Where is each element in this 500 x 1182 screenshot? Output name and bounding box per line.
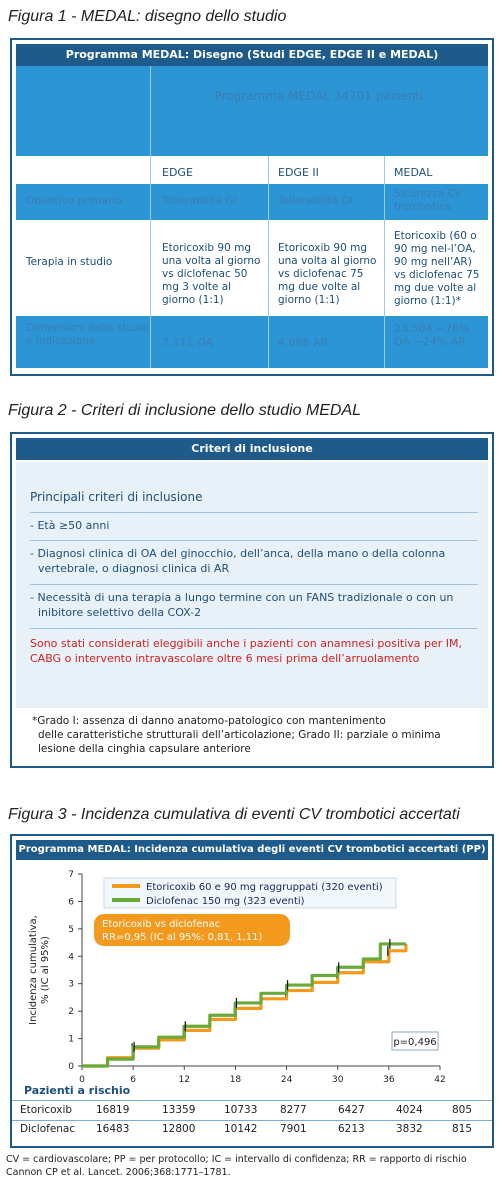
chart-citation: Cannon CP et al. Lancet. 2006;368:1771–1781.: [6, 1167, 231, 1178]
y-tick-label: 6: [68, 897, 74, 908]
incidence-chart: [12, 862, 492, 1088]
legend-label: Diclofenac 150 mg (323 eventi): [146, 896, 305, 907]
row-label: Obiettivo primario: [16, 184, 150, 220]
figure-2-box: [10, 432, 494, 768]
row-label: Dimensioni dello studio e indicazione: [16, 316, 150, 368]
risk-value: 7901: [280, 1123, 307, 1135]
risk-row-label: Etoricoxib: [20, 1104, 73, 1116]
eligibility-note: Sono stati considerati eleggibili anche i pazienti con anamnesi positiva per IM,: [30, 637, 462, 650]
risk-value: 16483: [96, 1123, 130, 1135]
rr-annotation-text: Etoricoxib vs diclofenac: [102, 919, 221, 930]
risk-value: 4024: [396, 1104, 423, 1116]
chart-header: Programma MEDAL: Incidenza cumulativa degli eventi CV trombotici accertati (PP): [16, 840, 488, 860]
p-value: p=0,496: [393, 1037, 437, 1048]
risk-value: 805: [452, 1104, 473, 1116]
criteria-heading: Principali criteri di inclusione: [30, 490, 203, 504]
table-header: Programma MEDAL: Disegno (Studi EDGE, EDGE II e MEDAL): [16, 44, 488, 66]
table-row: Obiettivo primario Tollerabilità GI Tollerabilità GI Sicurezza CV trombotica: [16, 184, 488, 220]
risk-value: 8277: [280, 1104, 307, 1116]
study-medal: MEDAL: [384, 156, 488, 184]
x-tick-label: 12: [178, 1075, 191, 1085]
footnote: lesione della cinghia capsulare anteriore: [38, 743, 251, 755]
risk-value: 12800: [162, 1123, 196, 1135]
risk-value: 13359: [162, 1104, 196, 1116]
risk-value: 16819: [96, 1104, 130, 1116]
table-row: Dimensioni dello studio e indicazione 7.111 OA 4.086 AR 23.504 ~76% OA ~24% AR: [16, 316, 488, 368]
footnote: delle caratteristiche strutturali dell’articolazione; Grado II: parziale o minima: [38, 729, 441, 741]
y-tick-label: 4: [68, 952, 74, 963]
risk-row-etoricoxib: [12, 1102, 496, 1120]
criterion-therapy: - Necessità di una terapia a lungo termine con un FANS tradizionale o con un: [30, 591, 454, 604]
y-tick-label: 2: [68, 1007, 74, 1018]
divider: [384, 156, 385, 368]
divider: [268, 156, 269, 368]
x-tick-label: 18: [229, 1075, 242, 1085]
box-header: Criteri di inclusione: [16, 438, 488, 460]
risk-value: 6213: [338, 1123, 365, 1135]
y-tick-label: 5: [68, 924, 74, 935]
divider: [150, 66, 151, 368]
risk-value: 3832: [396, 1123, 423, 1135]
criterion-diagnosis: - Diagnosi clinica di OA del ginocchio, dell’anca, della mano o della colonna: [30, 547, 446, 560]
figure-2-caption: Figura 2 - Criteri di inclusione dello studio MEDAL: [8, 402, 362, 419]
x-tick-label: 36: [383, 1075, 395, 1085]
footnote: *Grado I: assenza di danno anatomo-patologico con mantenimento: [32, 715, 386, 727]
eligibility-note-cont: CABG o intervento intravascolare oltre 6 mesi prima dell’arruolamento: [30, 652, 420, 665]
chart-footnote: CV = cardiovascolare; PP = per protocollo; IC = intervallo di confidenza; RR = rapporto di rischio: [6, 1154, 467, 1165]
y-axis-label: Incidenza cumulativa,% (IC al 95%): [28, 915, 51, 1025]
risk-row-diclofenac: [12, 1121, 496, 1139]
x-tick-label: 0: [79, 1075, 85, 1085]
series-layer: [82, 939, 406, 1066]
x-tick-label: 30: [331, 1075, 344, 1085]
criterion-therapy-cont: inibitore selettivo della COX-2: [38, 606, 202, 619]
risk-value: 10733: [224, 1104, 258, 1116]
risk-title: Pazienti a rischio: [24, 1084, 131, 1097]
empty-cell: [16, 66, 150, 156]
risk-value: 815: [452, 1123, 473, 1135]
figure-1-caption: Figura 1 - MEDAL: disegno dello studio: [8, 8, 287, 25]
x-tick-label: 42: [434, 1075, 446, 1085]
x-tick-label: 6: [130, 1075, 137, 1085]
table-row: Terapia in studio Etoricoxib 90 mg una volta al giorno vs diclofenac 50 mg 3 volte al giorno (1:1) Etoricoxib 90 mg una volta al giorno vs diclofenac 75 mg due volte al giorno (1:1) Etoricoxib (60 o 90 mg nel-l’OA, 90 mg nell’AR) vs diclofenac 75 mg due volte al giorno (1:1)*: [16, 220, 488, 316]
risk-value: 10142: [224, 1123, 258, 1135]
table-row: [16, 156, 488, 184]
y-tick-label: 7: [68, 870, 74, 880]
y-tick-label: 1: [68, 1034, 74, 1045]
criterion-age: - Età ≥50 anni: [30, 519, 110, 532]
figure-3-caption: Figura 3 - Incidenza cumulativa di eventi CV trombotici accertati: [8, 806, 460, 823]
x-tick-label: 24: [280, 1075, 293, 1085]
y-tick-label: 3: [68, 979, 74, 990]
criterion-diagnosis-cont: vertebrale, o diagnosi clinica di AR: [38, 562, 230, 575]
rr-annotation-text: RR=0,95 (IC al 95%: 0,81, 1,11): [102, 932, 263, 943]
legend-label: Etoricoxib 60 e 90 mg raggruppati (320 eventi): [146, 882, 383, 893]
y-tick-label: 0: [68, 1062, 74, 1072]
row-label: Terapia in studio: [16, 220, 150, 316]
risk-value: 6427: [338, 1104, 365, 1116]
study-edge: EDGE: [150, 156, 268, 184]
figure-1-table: [10, 38, 494, 376]
risk-row-label: Diclofenac: [20, 1123, 76, 1135]
table-row: [16, 66, 488, 156]
legend: [94, 878, 438, 1050]
study-edge-ii: EDGE II: [268, 156, 384, 184]
figure-3-box: [10, 834, 494, 1148]
series-line-1: [82, 944, 406, 1066]
series-line-0: [82, 944, 406, 1066]
program-cell: Programma MEDAL 34701 pazienti: [150, 66, 488, 156]
criteria-panel: [16, 462, 488, 708]
